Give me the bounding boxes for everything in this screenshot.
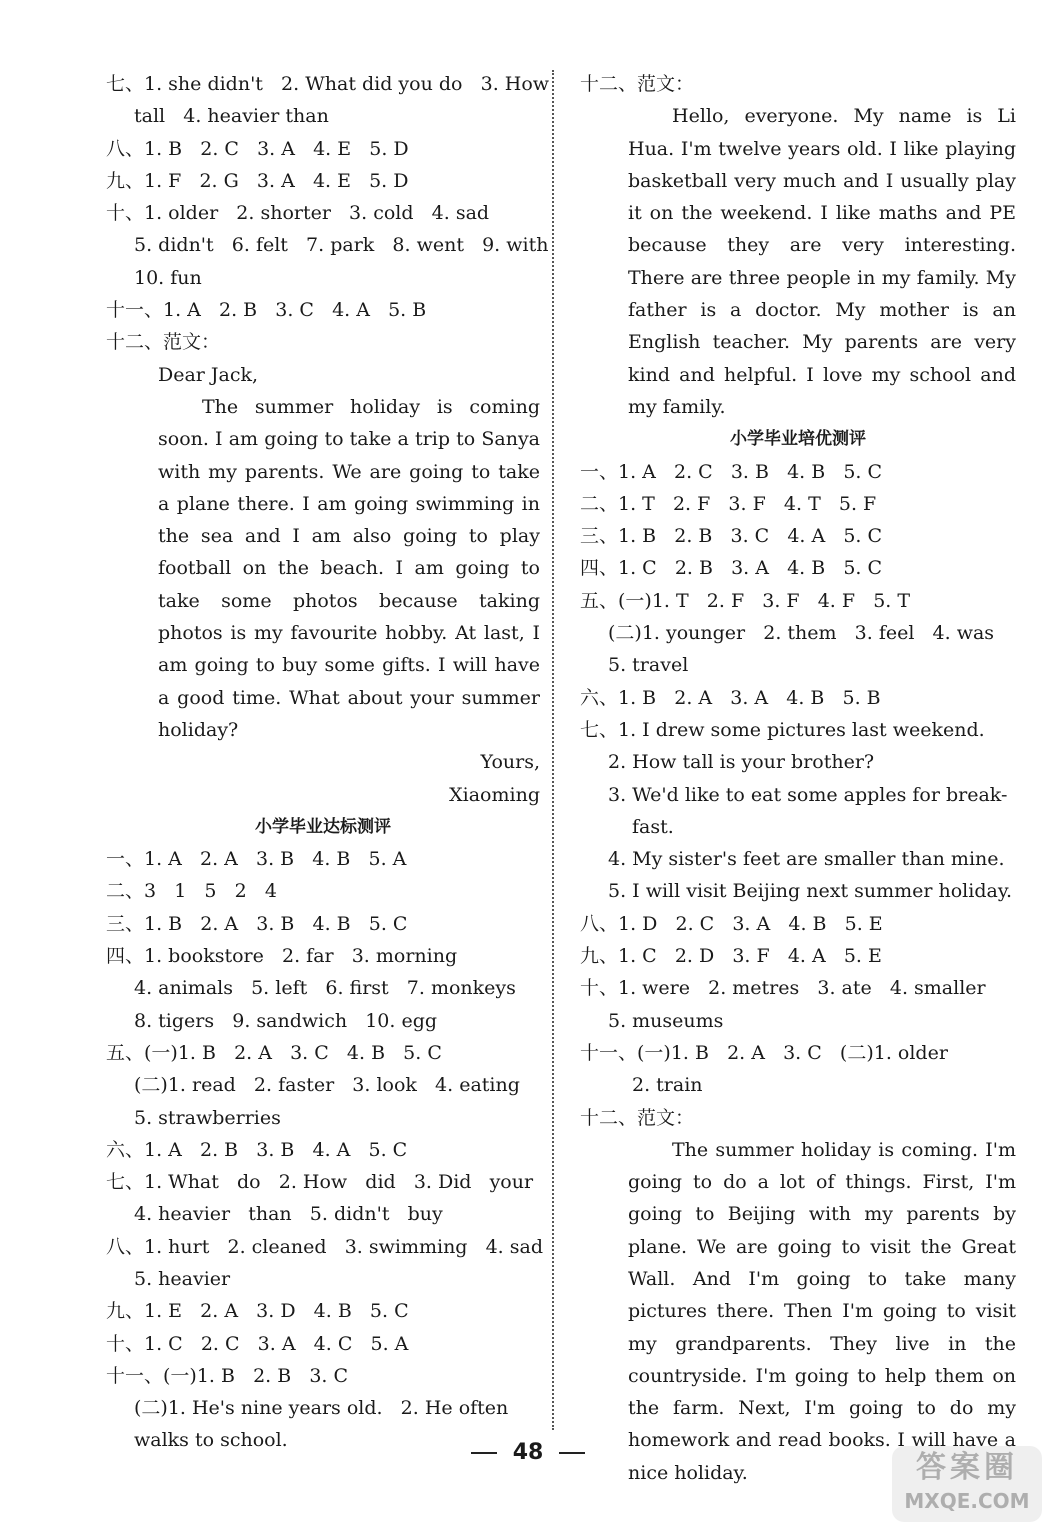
answer-line: 二、1. T 2. F 3. F 4. T 5. F xyxy=(580,492,877,515)
answer-line: 七、1. she didn't 2. What did you do 3. How xyxy=(106,73,550,95)
answer-line: 五、(一)1. T 2. F 3. F 4. F 5. T xyxy=(580,589,911,612)
answer-line: 四、1. C 2. B 3. A 4. B 5. C xyxy=(580,557,883,580)
section-title: 小学毕业达标测评 xyxy=(255,816,391,837)
answer-line: 2. train xyxy=(632,1074,703,1097)
footer-dash-right xyxy=(559,1452,585,1454)
answer-line: walks to school. xyxy=(134,1429,288,1452)
answer-line: tall 4. heavier than xyxy=(134,105,329,128)
answer-line: 十、1. older 2. shorter 3. cold 4. sad xyxy=(106,202,490,225)
answer-line: 三、1. B 2. B 3. C 4. A 5. C xyxy=(580,525,883,548)
watermark-logo xyxy=(892,1446,1042,1522)
left-column xyxy=(106,68,550,1457)
answer-line: 4. animals 5. left 6. first 7. monkeys xyxy=(134,977,516,1000)
answer-line: 十一、(一)1. B 2. A 3. C (二)1. older xyxy=(580,1041,948,1064)
answer-line: fast. xyxy=(632,815,674,838)
answer-line: 八、1. B 2. C 3. A 4. E 5. D xyxy=(106,137,409,160)
answer-line: 5. travel xyxy=(608,654,689,677)
answer-line: 4. heavier than 5. didn't buy xyxy=(134,1203,443,1226)
answer-line: 四、1. bookstore 2. far 3. morning xyxy=(106,945,458,968)
answer-line: 八、1. D 2. C 3. A 4. B 5. E xyxy=(580,912,883,935)
footer-dash-left xyxy=(471,1452,497,1454)
column-divider xyxy=(552,70,554,1430)
answer-line: 一、1. A 2. C 3. B 4. B 5. C xyxy=(580,460,883,483)
sample-essay: The summer holiday is coming. I'm going to do a lot of things. First, I'm going to Beijing with my parents by plane. We are going to visit the Great Wall. And I'm going to take many pictures there. Then I'm going to visit my grandparents. They live in the countryside. I'm going to help them on the farm. Next, I'm going to do my homework and read books. I will have a nice holiday. xyxy=(628,1138,1016,1484)
answer-line: 三、1. B 2. A 3. B 4. B 5. C xyxy=(106,912,408,935)
letter-signature: Xiaoming xyxy=(449,783,540,806)
answer-line: 九、1. C 2. D 3. F 4. A 5. E xyxy=(580,945,882,968)
page-number: 48 xyxy=(512,1440,544,1465)
essay-heading: 十二、范文： xyxy=(106,331,221,354)
essay-heading: 十二、范文： xyxy=(580,73,695,95)
answer-line: 八、1. hurt 2. cleaned 3. swimming 4. sad xyxy=(106,1235,543,1258)
answer-line: 十、1. C 2. C 3. A 4. C 5. A xyxy=(106,1332,409,1355)
essay-heading: 十二、范文： xyxy=(580,1106,695,1129)
answer-line: 九、1. E 2. A 3. D 4. B 5. C xyxy=(106,1300,409,1323)
answer-line: 5. I will visit Beijing next summer holiday. xyxy=(608,880,1013,903)
section-title: 小学毕业培优测评 xyxy=(730,429,866,450)
answer-line: 十一、(一)1. B 2. B 3. C xyxy=(106,1364,349,1387)
answer-line: 3. We'd like to eat some apples for break- xyxy=(608,783,1008,806)
sample-essay: Hello, everyone. My name is Li Hua. I'm twelve years old. I like playing basketball very much and I usually play it on the weekend. I like maths and PE because they are very interesting. There are three people in my family. My father is a doctor. My mother is an English teacher. My parents are very kind and helpful. I love my school and my family. xyxy=(628,105,1016,418)
answer-line: (二)1. read 2. faster 3. look 4. eating xyxy=(134,1074,520,1097)
right-column xyxy=(580,68,1016,1489)
answer-line: 十、1. were 2. metres 3. ate 4. smaller xyxy=(580,977,986,1000)
answer-line: 七、1. I drew some pictures last weekend. xyxy=(580,718,985,741)
answer-line: 五、(一)1. B 2. A 3. C 4. B 5. C xyxy=(106,1041,442,1064)
letter-closing: Yours, xyxy=(480,751,540,774)
answer-line: 5. heavier xyxy=(134,1267,231,1290)
answer-line: 5. museums xyxy=(608,1009,724,1032)
answer-line: 七、1. What do 2. How did 3. Did your xyxy=(106,1171,534,1194)
watermark-text: 答案圈 xyxy=(916,1450,1018,1485)
answer-line: 九、1. F 2. G 3. A 4. E 5. D xyxy=(106,169,409,192)
answer-line: (二)1. younger 2. them 3. feel 4. was xyxy=(608,622,995,645)
answer-line: 一、1. A 2. A 3. B 4. B 5. A xyxy=(106,848,407,871)
answer-line: 10. fun xyxy=(134,266,202,289)
answer-line: 六、1. A 2. B 3. B 4. A 5. C xyxy=(106,1138,408,1161)
answer-line: 二、3 1 5 2 4 xyxy=(106,880,277,903)
answer-line: 8. tigers 9. sandwich 10. egg xyxy=(134,1009,438,1032)
answer-line: 2. How tall is your brother? xyxy=(608,751,875,774)
answer-line: 4. My sister's feet are smaller than mine. xyxy=(608,848,1005,871)
answer-line: 十一、1. A 2. B 3. C 4. A 5. B xyxy=(106,299,427,322)
watermark-url: MXQE.COM xyxy=(904,1489,1030,1513)
letter-greeting: Dear Jack, xyxy=(158,363,259,386)
sample-essay: The summer holiday is coming soon. I am going to take a trip to Sanya with my parents. We are going to take a plane there. I am going swimming in the sea and I am also going to play football on the beach. I am going to take some photos because taking photos is my favourite hobby. At last, I am going to buy some gifts. I will have a good time. What about your summer holiday? xyxy=(158,395,540,741)
answer-line: (二)1. He's nine years old. 2. He often xyxy=(134,1397,509,1420)
answer-line: 5. strawberries xyxy=(134,1106,281,1129)
answer-line: 5. didn't 6. felt 7. park 8. went 9. with xyxy=(134,234,549,257)
answer-line: 六、1. B 2. A 3. A 4. B 5. B xyxy=(580,686,881,709)
